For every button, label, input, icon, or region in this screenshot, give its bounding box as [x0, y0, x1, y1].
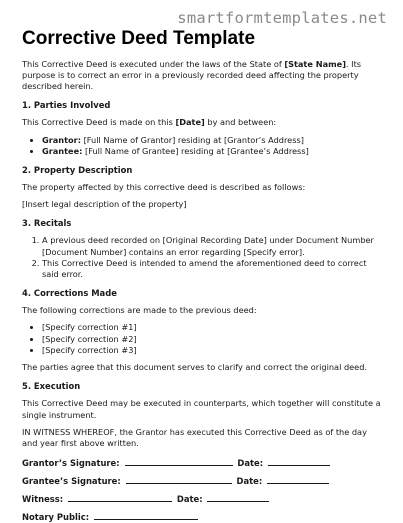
legal-description-placeholder: [Insert legal description of the property]: [22, 199, 187, 210]
intro-paragraph: This Corrective Deed is executed under the laws of the State of [State Name]. Its purpose is to correct an error in a previously recorded deed affecting the property described herein.: [22, 58, 362, 92]
list-item-grantor: • Grantor: [Full Name of Grantor] residing at [Grantor’s Address]: [42, 135, 384, 146]
document-body: [22, 28, 384, 523]
corrections-intro: The following corrections are made to the previous deed:: [22, 305, 257, 316]
grantor-signature-field[interactable]: [125, 457, 233, 466]
list-item: • [Specify correction #1]: [42, 322, 384, 333]
section-heading-recitals: 3. Recitals: [22, 218, 72, 229]
execution-paragraph: This Corrective Deed may be executed in counterparts, which together will constitute a single instrument.: [22, 398, 381, 420]
state-name-placeholder: [State Name]: [284, 58, 346, 69]
parties-list: [22, 135, 384, 157]
parties-intro: This Corrective Deed is made on this [Date] by and between:: [22, 117, 277, 128]
notary-signature-field[interactable]: [94, 511, 198, 520]
date-placeholder: [Date]: [175, 117, 205, 128]
section-heading-property: 2. Property Description: [22, 165, 133, 176]
witness-whereof-paragraph: IN WITNESS WHEREOF, the Grantor has executed this Corrective Deed as of the day and year first above written.: [22, 426, 367, 448]
recitals-list: [22, 235, 384, 280]
list-item: • [Specify correction #2]: [42, 334, 384, 345]
section-heading-parties: 1. Parties Involved: [22, 100, 111, 111]
grantee-signature-field[interactable]: [126, 475, 232, 484]
section-heading-corrections: 4. Corrections Made: [22, 288, 117, 299]
list-item: • [Specify correction #3]: [42, 345, 384, 356]
grantor-signature-line: Grantor’s Signature: Date:: [22, 457, 384, 469]
witness-signature-line: Witness: Date:: [22, 493, 384, 505]
section-heading-execution: 5. Execution: [22, 381, 81, 392]
corrections-closing: The parties agree that this document serves to clarify and correct the original deed.: [22, 362, 368, 373]
grantor-date-field[interactable]: [268, 457, 330, 466]
document-title: Corrective Deed Template: [22, 28, 256, 49]
list-item: 2. This Corrective Deed is intended to amend the aforementioned deed to correct said error.: [42, 258, 384, 280]
list-item-grantee: • Grantee: [Full Name of Grantee] residing at [Grantee’s Address]: [42, 146, 384, 157]
list-item: 1. A previous deed recorded on [Original Recording Date] under Document Number [Document Number] contains an error regarding [Specify error].: [42, 235, 384, 257]
site-watermark: smartformtemplates.net: [177, 9, 387, 27]
witness-signature-field[interactable]: [68, 493, 172, 502]
notary-signature-line: Notary Public:: [22, 511, 384, 523]
grantee-signature-line: Grantee’s Signature: Date:: [22, 475, 384, 487]
grantee-date-field[interactable]: [267, 475, 329, 484]
property-text: The property affected by this corrective deed is described as follows:: [22, 182, 306, 193]
corrections-list: [22, 322, 384, 356]
witness-date-field[interactable]: [207, 493, 269, 502]
